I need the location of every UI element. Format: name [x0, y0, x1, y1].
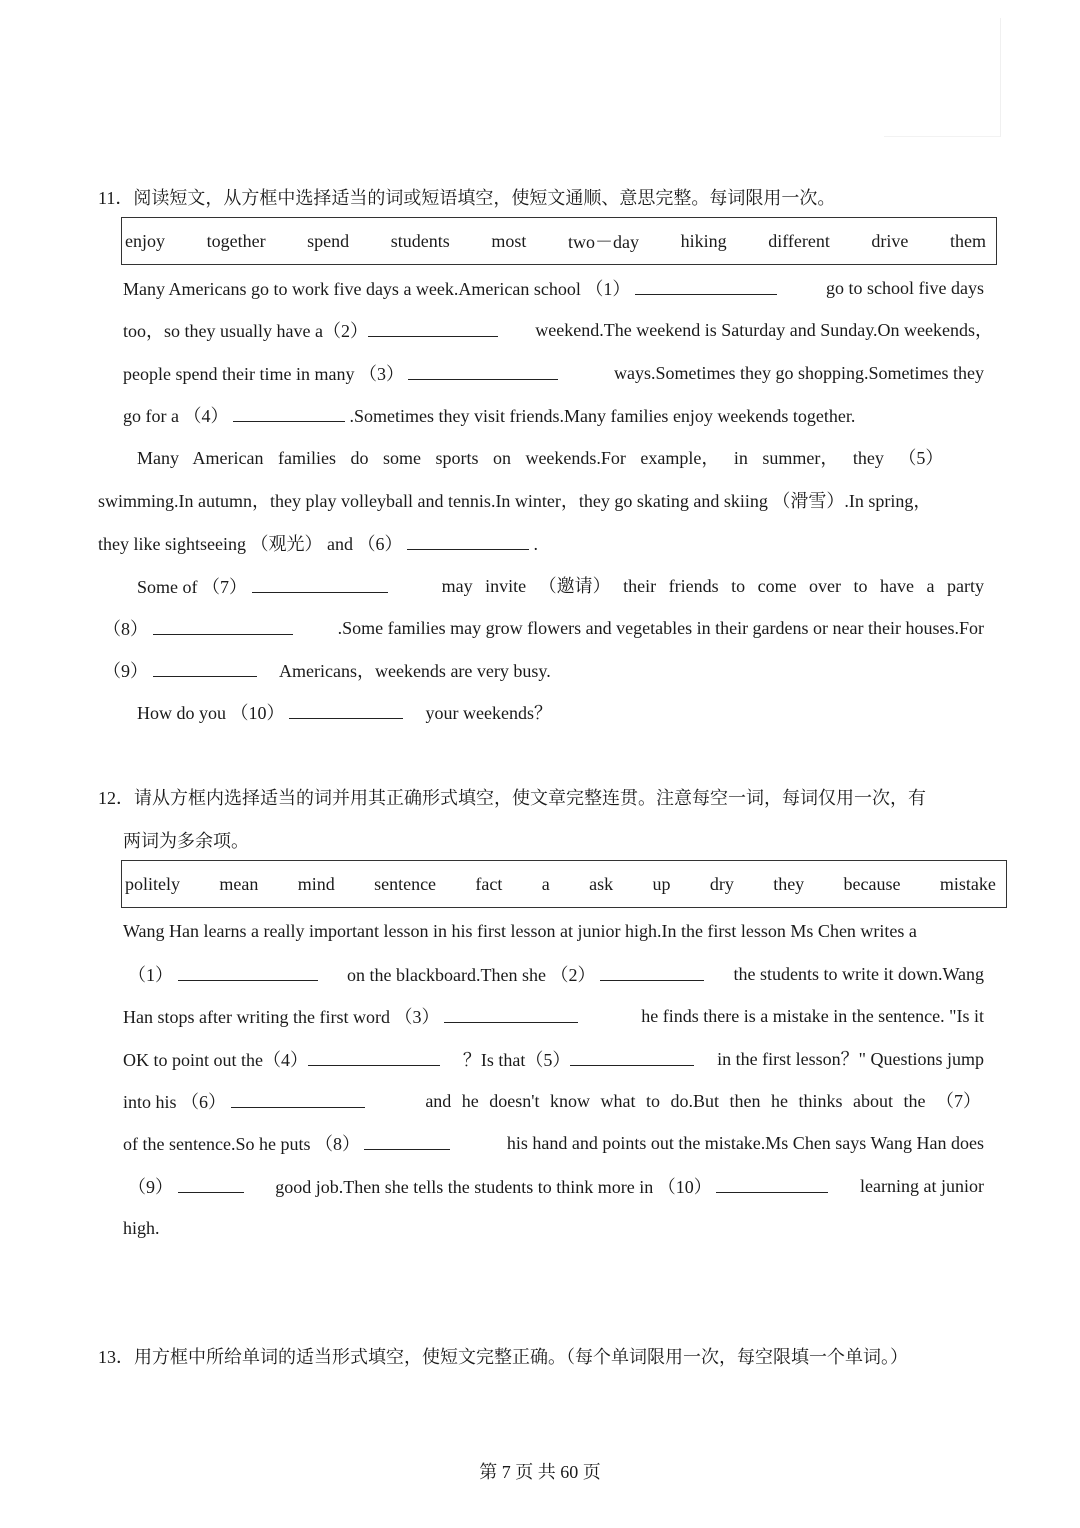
q12-blank-3[interactable]: [444, 1004, 578, 1023]
q12-text: Han stops after writing the first word （3）: [123, 1007, 440, 1027]
q11-line-3: [123, 361, 984, 386]
q12-text: OK to point out the（4）: [123, 1050, 308, 1070]
q11-word-box: [121, 217, 997, 265]
q12-text: good job.Then she tells the students to think more in （10）: [275, 1177, 712, 1197]
q12-word-11: because: [843, 873, 901, 894]
q12-text: in the first lesson？" Questions jump: [717, 1049, 984, 1069]
q11-text: How do you （10）: [137, 703, 285, 723]
q11-line-6: swimming.In autumn，they play volleyball and tennis.In winter，they go skating and skiing （滑雪）.In spring，: [98, 491, 932, 511]
q12-line-5: [123, 1089, 981, 1114]
q11-blank-6[interactable]: [407, 531, 529, 550]
q12-word-6: a: [541, 873, 550, 894]
page-footer: 第 7 页 共 60 页: [479, 1462, 601, 1482]
q11-word-3: spend: [307, 230, 350, 251]
q11-text: （8）: [103, 619, 148, 639]
q11-word-5: most: [491, 230, 527, 251]
q12-word-8: up: [652, 873, 671, 894]
q12-blank-4[interactable]: [308, 1047, 440, 1066]
q12-line-8: high.: [123, 1218, 160, 1238]
q12-blank-9[interactable]: [178, 1174, 244, 1193]
q12-blank-5[interactable]: [570, 1047, 694, 1066]
q11-word-1: enjoy: [125, 230, 165, 251]
q11-blank-9[interactable]: [153, 658, 257, 677]
q11-text: may invite （邀请） their friends to come over to have a party: [441, 576, 984, 596]
q11-text: too，so they usually have a（2）: [123, 321, 368, 341]
q12-word-2: mean: [219, 873, 259, 894]
q12-text: of the sentence.So he puts （8）: [123, 1134, 360, 1154]
q11-word-10: them: [950, 230, 986, 251]
q12-text: he finds there is a mistake in the sentence. "Is it: [641, 1006, 984, 1026]
q11-title: 11．阅读短文，从方框中选择适当的词或短语填空，使短文通顺、意思完整。每词限用一次。: [98, 188, 836, 208]
q12-text: （9）: [128, 1177, 173, 1197]
q11-text: （9）: [103, 661, 148, 681]
q12-text: （1）: [128, 965, 173, 985]
q11-line-5: Many American families do some sports on weekends.For example， in summer， they （5）: [137, 448, 944, 468]
q11-line-9: [103, 616, 984, 641]
q11-text: go to school five days: [826, 278, 984, 298]
q11-text: .: [533, 534, 538, 554]
q12-word-10: they: [773, 873, 805, 894]
q12-line-3: [123, 1004, 984, 1029]
q11-blank-10[interactable]: [289, 700, 403, 719]
q12-text: learning at junior: [860, 1176, 984, 1196]
q12-text: ？Is that（5）: [462, 1050, 571, 1070]
q12-title-cont: 两词为多余项。: [123, 831, 249, 851]
q11-line-8: [137, 574, 984, 599]
q11-line-4: [123, 403, 855, 428]
q13-title: 13．用方框中所给单词的适当形式填空，使短文完整正确。（每个单词限用一次，每空限填一个单词。）: [98, 1347, 908, 1367]
q11-text: Some of （7）: [137, 577, 247, 597]
q12-blank-2[interactable]: [600, 962, 704, 981]
q12-word-5: fact: [475, 873, 503, 894]
q11-blank-8[interactable]: [153, 616, 293, 635]
q12-text: the students to write it down.Wang: [733, 964, 984, 984]
q11-word-9: drive: [871, 230, 909, 251]
q11-word-2: together: [206, 230, 266, 251]
q12-word-9: dry: [709, 873, 734, 894]
q12-word-7: ask: [589, 873, 614, 894]
q12-word-3: mind: [297, 873, 335, 894]
q11-text: they like sightseeing （观光） and （6）: [98, 534, 403, 554]
q12-text: his hand and points out the mistake.Ms Chen says Wang Han does: [506, 1133, 984, 1153]
q11-line-1: [123, 276, 984, 301]
q12-word-12: mistake: [939, 873, 996, 894]
q11-blank-3[interactable]: [408, 361, 558, 380]
q11-blank-4[interactable]: [233, 403, 345, 422]
q11-text: your weekends？: [425, 703, 552, 723]
q11-text: ways.Sometimes they go shopping.Sometimes they: [614, 363, 984, 383]
q11-text: go for a （4）: [123, 406, 229, 426]
q11-text: .Some families may grow flowers and vegetables in their gardens or near their houses.For: [337, 618, 984, 638]
q12-word-box: [121, 860, 1007, 908]
q11-line-11: [137, 700, 552, 725]
q11-text: Americans，weekends are very busy.: [279, 661, 551, 681]
q11-line-10: [103, 658, 551, 683]
q12-line-1: Wang Han learns a really important lesson in his first lesson at junior high.In the first lesson Ms Chen writes a: [123, 921, 917, 941]
q12-line-4: [123, 1047, 984, 1072]
q12-blank-8[interactable]: [364, 1131, 450, 1150]
q12-blank-10[interactable]: [716, 1174, 828, 1193]
q11-word-6: two－day: [567, 232, 639, 252]
q12-text: on the blackboard.Then she （2）: [347, 965, 596, 985]
q12-title: 12．请从方框内选择适当的词并用其正确形式填空，使文章完整连贯。注意每空一词，每词仅用一次，有: [98, 788, 926, 808]
q11-word-4: students: [390, 230, 450, 251]
q11-blank-7[interactable]: [252, 574, 388, 593]
q12-blank-1[interactable]: [178, 962, 318, 981]
q11-line-7: [98, 531, 538, 556]
q11-word-8: different: [768, 230, 830, 251]
q12-text: and he doesn't know what to do.But then he thinks about the （7）: [425, 1091, 981, 1111]
q12-blank-6[interactable]: [231, 1089, 365, 1108]
q11-word-7: hiking: [680, 230, 727, 251]
q11-blank-2[interactable]: [368, 318, 498, 337]
q11-text: weekend.The weekend is Saturday and Sunday.On weekends，: [535, 320, 993, 340]
q11-line-2: [123, 318, 993, 343]
q11-blank-1[interactable]: [635, 276, 777, 295]
q11-text: people spend their time in many （3）: [123, 364, 404, 384]
q12-text: into his （6）: [123, 1092, 227, 1112]
scan-artifact: [884, 18, 1001, 137]
q12-word-1: politely: [125, 873, 180, 894]
q12-word-4: sentence: [374, 873, 437, 894]
q12-line-6: [123, 1131, 984, 1156]
q11-text: Many Americans go to work five days a week.American school （1）: [123, 279, 631, 299]
q12-line-2: [128, 962, 984, 987]
q12-line-7: [128, 1174, 984, 1199]
q11-text: .Sometimes they visit friends.Many families enjoy weekends together.: [349, 406, 856, 426]
